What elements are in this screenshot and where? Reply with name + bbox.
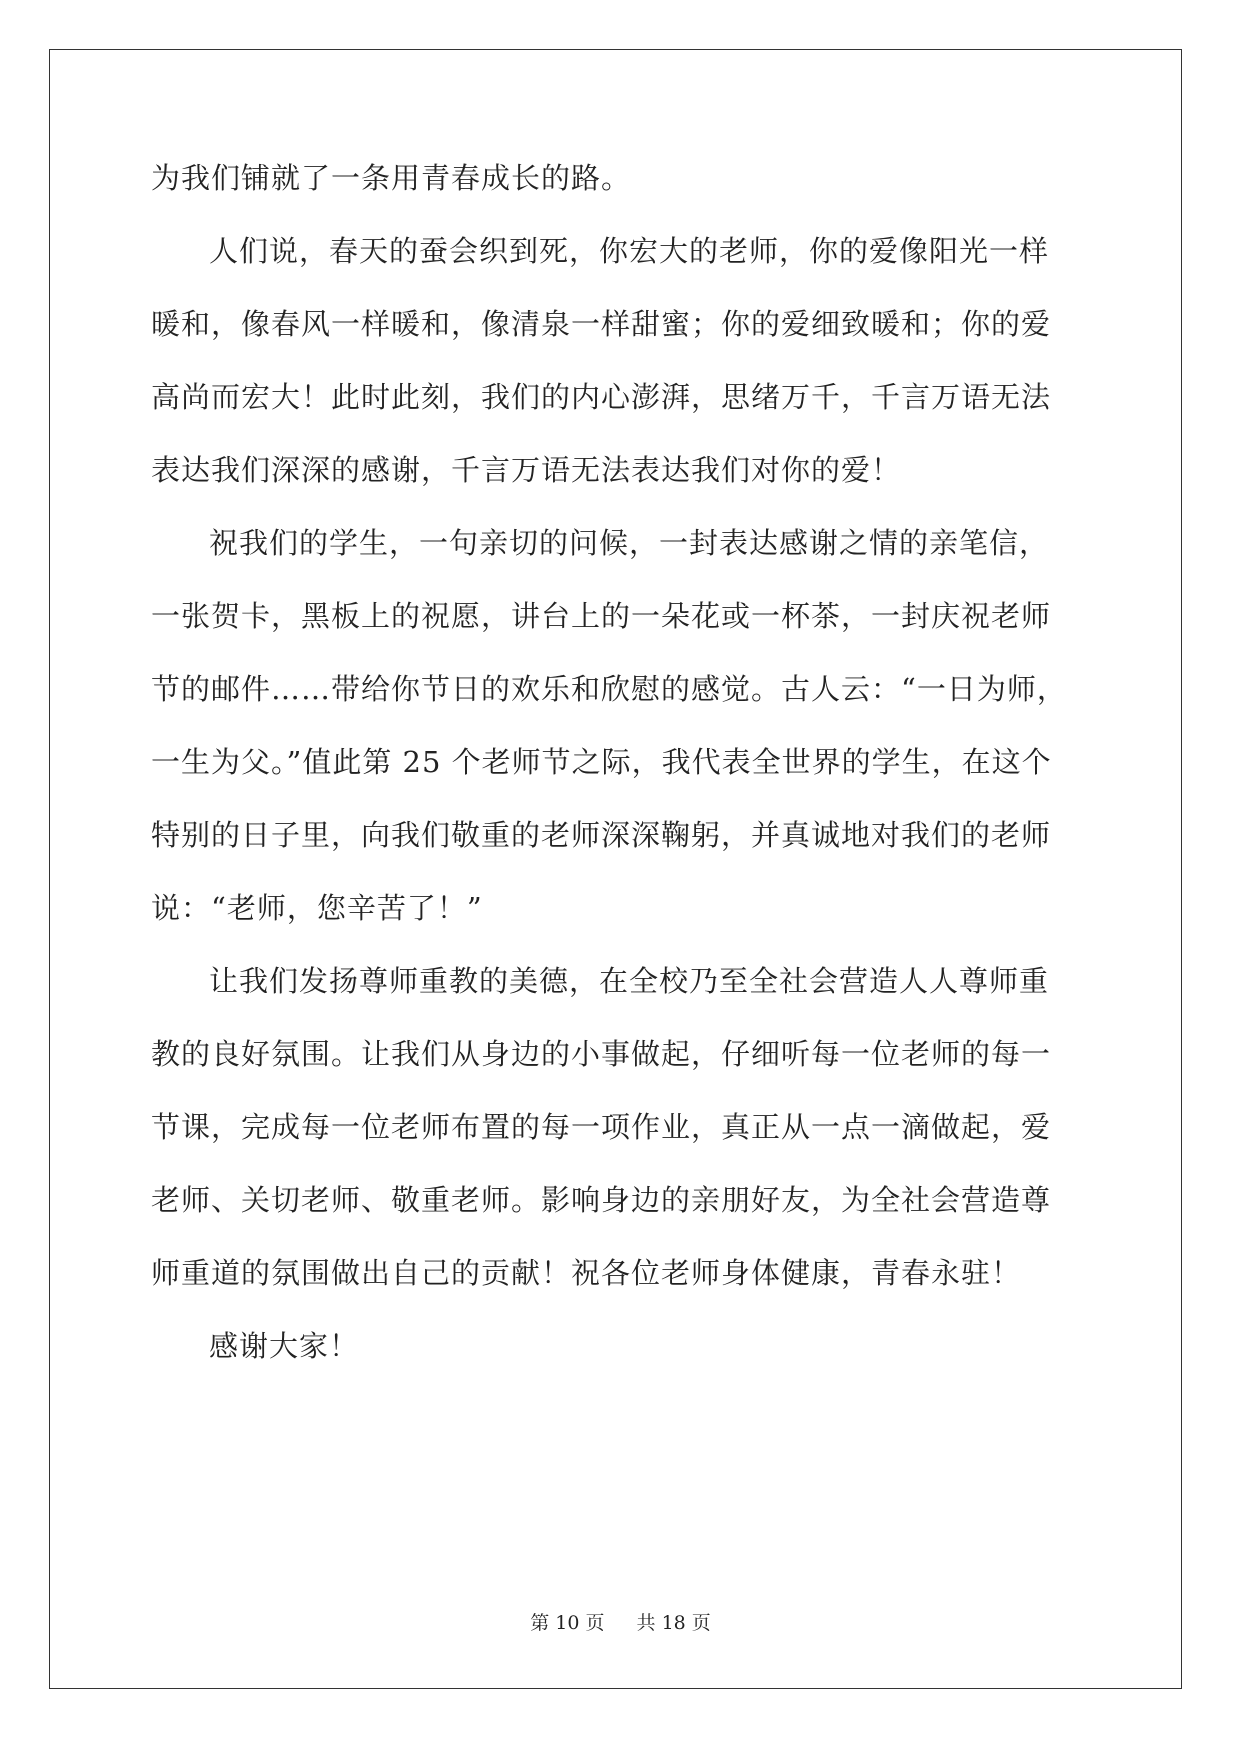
text-line: 人们说，春天的蚕会织到死，你宏大的老师，你的爱像阳光一样 [209,234,1050,268]
text-line: 祝我们的学生，一句亲切的问候，一封表达感谢之情的亲笔信， [209,526,1050,560]
text-line: 为我们铺就了一条用青春成长的路。 [151,161,632,195]
text-line: 高尚而宏大！此时此刻，我们的内心澎湃，思绪万千，千言万语无法 [151,380,1052,414]
page-total: 共 18 页 [636,1612,711,1634]
text-line: 暖和，像春风一样暖和，像清泉一样甜蜜；你的爱细致暖和；你的爱 [151,307,1052,341]
text-line: 表达我们深深的感谢，千言万语无法表达我们对你的爱！ [151,453,902,487]
text-line: 师重道的氛围做出自己的贡献！祝各位老师身体健康，青春永驻！ [151,1256,1022,1290]
text-line: 特别的日子里，向我们敬重的老师深深鞠躬，并真诚地对我们的老师 [151,818,1052,852]
text-line: 让我们发扬尊师重教的美德，在全校乃至全社会营造人人尊师重 [209,964,1050,998]
page-border [49,49,1182,1689]
text-line: 节课，完成每一位老师布置的每一项作业，真正从一点一滴做起，爱 [151,1110,1052,1144]
page-number: 第 10 页 [530,1612,605,1634]
text-line: 说：“老师，您辛苦了！” [151,891,483,925]
text-line: 教的良好氛围。让我们从身边的小事做起，仔细听每一位老师的每一 [151,1037,1052,1071]
text-line: 感谢大家！ [209,1329,360,1363]
page-footer [0,1608,1241,1635]
text-line: 老师、关切老师、敬重老师。影响身边的亲朋好友，为全社会营造尊 [151,1183,1052,1217]
text-line: 一张贺卡，黑板上的祝愿，讲台上的一朵花或一杯茶，一封庆祝老师 [151,599,1052,633]
text-line: 一生为父。”值此第 25 个老师节之际，我代表全世界的学生，在这个 [151,745,1052,779]
text-line: 节的邮件……带给你节日的欢乐和欣慰的感觉。古人云：“一日为师， [151,672,1067,706]
